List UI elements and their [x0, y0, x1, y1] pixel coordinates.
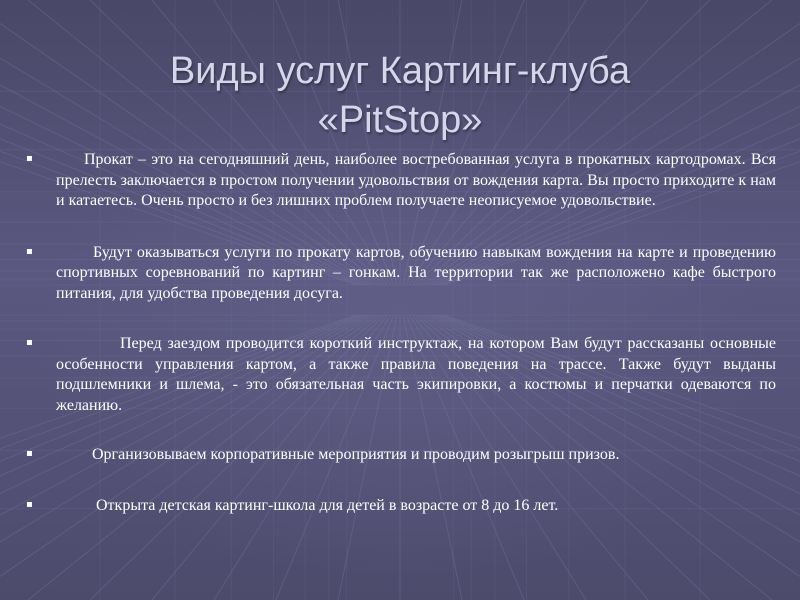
square-bullet-icon: ▪	[26, 337, 33, 348]
bullet-item	[24, 243, 776, 305]
bullet-item	[24, 445, 776, 466]
bullet-text: Будут оказываться услуги по прокату картов, обучению навыкам вождения на карте и проведению спортивных соревнований по картинг – гонкам. На территории так же расположено кафе быстрого питания, для удобства проведения досуга.	[56, 243, 776, 302]
square-bullet-icon: ▪	[26, 448, 33, 459]
bullet-list	[24, 150, 776, 516]
square-bullet-icon: ▪	[26, 498, 33, 510]
bullet-text: Организовываем корпоративные мероприятия и проводим розыгрыш призов.	[92, 446, 620, 463]
title-line-2: «PitStop»	[317, 99, 483, 142]
square-bullet-icon: ▪	[26, 245, 33, 257]
bullet-item	[24, 150, 776, 212]
bullet-text: Перед заездом проводится короткий инструктаж, на котором Вам будут рассказаны основные особенности управления картом, а также правила поведения на трассе. Также будут выданы подшлемники и шлема, - это обязательная часть экипировки, а костюмы и перчатки одеваются по желанию.	[56, 335, 776, 414]
bullet-text: Открыта детская картинг-школа для детей в возрасте от 8 до 16 лет.	[96, 496, 559, 514]
bullet-item	[24, 496, 776, 517]
bullet-text: Прокат – это на сегодняшний день, наиболее востребованная услуга в прокатных картодромах. Вся прелесть заключается в простом получении удовольствия от вождения карта. Вы просто приходите к нам и катаетесь. Очень просто и без лишних проблем получаете неописуемое удовольствие.	[56, 151, 776, 209]
title-line-1: Виды услуг Картинг-клуба	[169, 50, 631, 93]
slide-title	[60, 47, 740, 145]
bullet-item	[24, 334, 776, 416]
square-bullet-icon: ▪	[26, 153, 33, 164]
